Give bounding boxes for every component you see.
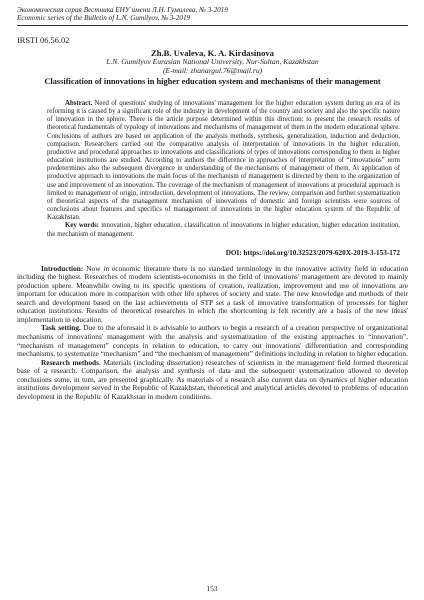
header-rule <box>17 25 408 26</box>
journal-page <box>17 6 408 401</box>
abstract <box>47 100 400 222</box>
paragraph-text: Now in economic literature there is no standard terminology in the innovative activity field in education including the highest. Researches of modern scientists-economists in the field of innovations' management are devoted to mainly production sphere. Meanwhile owing to its specific questions of creation, realization, improvement and use of innovations are important for education more in comparison with other life spheres of society and state. The new knowledge and methods of their search and development based on the last achievements of STP set a task of innovative transformation of processes for higher education institutions. Results of theoretical researches in which the shortcoming is felt recently are a basis of the new ideas' implementation in education. <box>17 263 408 324</box>
page-number: 153 <box>206 584 218 593</box>
paragraph-label: Task setting. <box>41 323 81 333</box>
keywords <box>47 222 400 238</box>
paragraph-research-methods <box>17 359 408 402</box>
paragraph-text: Due to the aforesaid it is advisable to authors to begin a research of a creation perspective of organizational mechanisms of innovations' management with the analysis and systematization of the existing approaches to “innovation”, “mechanism of management” concepts in relation to education, to carry out innovations' differentiation and corresponding mechanisms, to systematize “mechanism” and “the mechanism of management” definitions including in relation to higher education. <box>17 323 408 359</box>
keywords-label: Key words: <box>65 222 100 230</box>
body-text <box>17 265 408 402</box>
authors: Zh.B. Uvaleva, K. A. Kirdasinova <box>151 47 274 58</box>
running-head <box>17 6 408 23</box>
running-head-line-1: Экономическая серия Вестника ЕНУ имени Л.Н. Гумилева, № 3-2019 <box>17 6 228 14</box>
paper-title: Classification of innovations in higher education system and mechanisms of their management <box>44 77 381 87</box>
affiliation: L.N. Gumilyov Eurasian National University, Nur-Sultan, Kazakhstan <box>106 56 319 66</box>
paragraph-introduction <box>17 265 408 325</box>
irsti-code: IRSTI 06.56.02 <box>17 35 70 45</box>
doi: DOI: https://doi.org/10.32523/2079-620X-2019-3-153-172 <box>225 248 400 257</box>
paragraph-label: Introduction: <box>41 263 84 273</box>
email: (E-mail: zhanargul.76@mail.ru) <box>162 65 263 75</box>
running-head-line-2: Economic series of the Bulletin of L.N. Gumilyov, № 3-2019 <box>17 14 191 23</box>
paragraph-text: . Materials (including dissertation) researches of scientists in the management field formed theoretical base of a research. Comparison, the analysis and synthesis of data and the subsequent systematization allowed to develop conclusions some, in turn, are presented graphically. As materials of a research also current data on dynamics of higher education institutions development served in the Republic of Kazakhstan, theoretical and analytical articles devoted to problems of education development in the Republic of Kazakhstan in modern conditions. <box>17 357 408 401</box>
paragraph-task-setting <box>17 324 408 358</box>
abstract-text: Need of questions' studying of innovations' management for the higher education system during an era of its reforming it is caused by a significant role of the industry in development of the country and society and also the specific nature of innovation in the sphere. There is the article purpose determined within this direction: to present the research results of theoretical fundamentals of typology of innovations and mechanisms of management of them in the modern educational sphere. Conclusions of authors are based on application of the analysis methods, synthesis, generalization, induction and deduction, comparison. Researchers carried out the comparative analysis of interpretation of innovations in the higher education, productive and procedural approaches to innovations and classifications of types of innovations corresponding to them in higher education institutions are studied. According to authors the difference in approaches of interpretation of “innovations” term predetermines also the subsequent divergence in understanding of the mechanisms of management of them. At application of productive approach to innovations the main focus of the mechanism of management is directed by them to the organization of use and improvement of an innovation. The coverage of the mechanism of management of innovations at procedural approach is limited to management of origin, introduction, development of innovations. The review, comparison and further systematization of theoretical aspects of the management mechanism of innovations of domestic and foreign scientists were sources of conclusions about features and specifics of management of innovations in the higher education system of the Republic of Kazakhstan. <box>47 100 400 222</box>
keywords-text: innovation, higher education, classification of innovations in higher education, higher education institution, the mechanism of management. <box>47 222 400 238</box>
paragraph-label: Research methods <box>41 357 99 367</box>
abstract-label: Abstract. <box>65 100 93 107</box>
